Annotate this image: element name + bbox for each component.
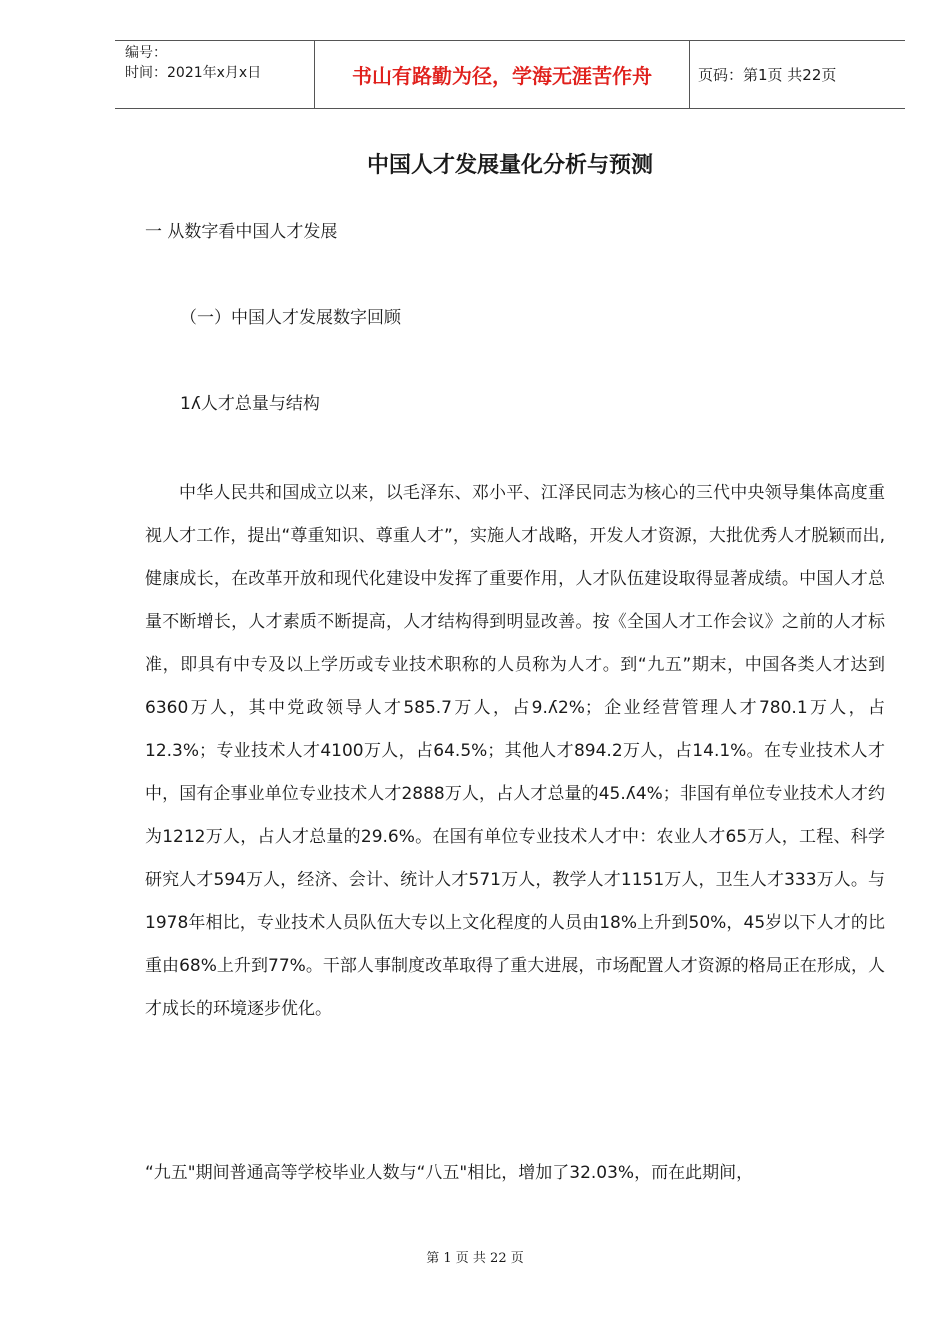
section-heading-2: （一）中国人才发展数字回顾: [180, 308, 401, 328]
header-meta: [115, 41, 315, 108]
time-label: 时间：2021年x月x日: [125, 65, 262, 81]
serial-label: 编号：: [125, 45, 167, 61]
header-page-info: 页码：第1页 共22页: [698, 66, 837, 84]
document-title: 中国人才发展量化分析与预测: [366, 152, 653, 178]
body-paragraph-1: 中华人民共和国成立以来，以毛泽东、邓小平、江泽民同志为核心的三代中央领导集体高度重视人才工作，提出“尊重知识、尊重人才”，实施人才战略，开发人才资源，大批优秀人才脱颖而出,健康成长，在改革开放和现代化建设中发挥了重要作用，人才队伍建设取得显著成绩。中国人才总量不断增长，人才素质不断提高，人才结构得到明显改善。按《全国人才工作会议》之前的人才标准，即具有中专及以上学历或专业技术职称的人员称为人才。到“九五”期末，中国各类人才达到6360万人，其中党政领导人才585.7万人，占9.ʎ2%；企业经营管理人才780.1万人，占12.3%；专业技术人才4100万人，占64.5%；其他人才894.2万人，占14.1%。在专业技术人才中，国有企事业单位专业技术人才2888万人，占人才总量的45.ʎ4%；非国有单位专业技术人才约为1212万人，占人才总量的29.6%。在国有单位专业技术人才中：农业人才65万人，工程、科学研究人才594万人，经济、会计、统计人才571万人，教学人才1151万人，卫生人才333万人。与1978年相比，专业技术人员队伍大专以上文化程度的人员由18%上升到50%，45岁以下人才的比重由68%上升到77%。干部人事制度改革取得了重大进展，市场配置人才资源的格局正在形成，人才成长的环境逐步优化。: [145, 483, 885, 1019]
section-heading-3: 1ʎ人才总量与结构: [180, 394, 320, 414]
header-table: [115, 40, 905, 109]
body-paragraph-2: “九五"期间普通高等学校毕业人数与“八五"相比，增加了32.03%，而在此期间，: [145, 1163, 754, 1183]
header-motto: 书山有路勤为径，学海无涯苦作舟: [315, 41, 690, 108]
section-heading-1: 一 从数字看中国人才发展: [145, 222, 338, 242]
page-footer: 第 1 页 共 22 页: [426, 1251, 524, 1266]
